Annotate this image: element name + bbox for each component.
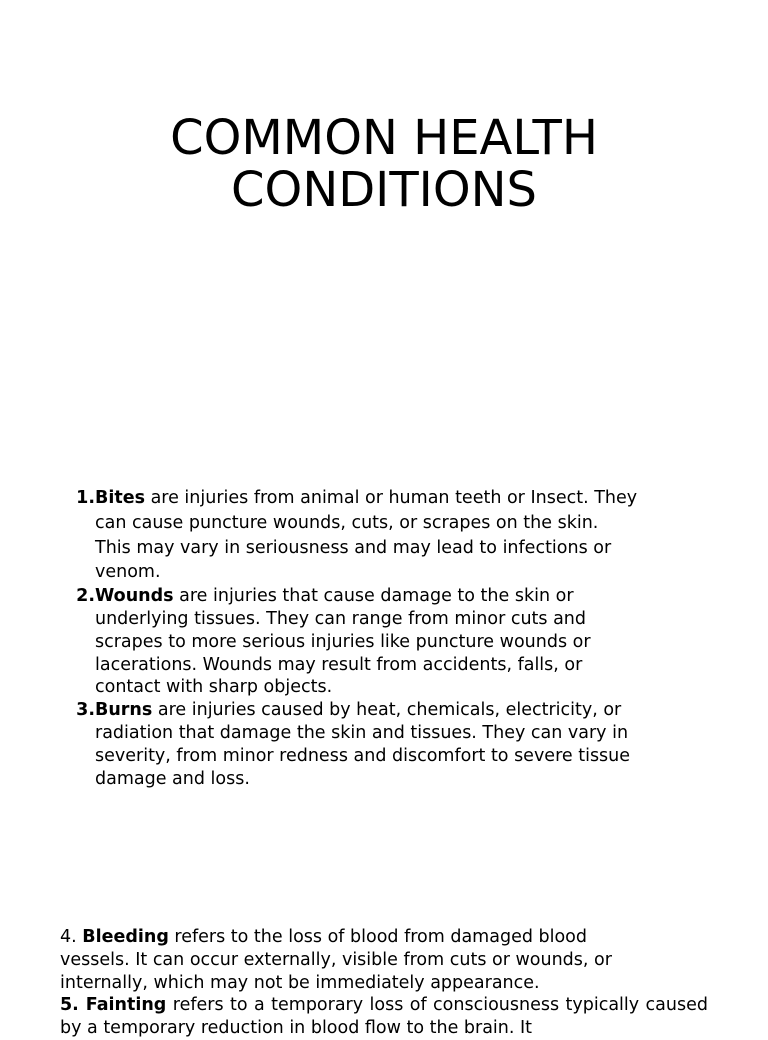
page-title: [0, 112, 768, 216]
item-number: 1.: [76, 488, 95, 508]
item-body: [95, 486, 710, 585]
item-term: Burns: [95, 700, 153, 721]
paragraph-number: 4.: [60, 927, 83, 947]
title-line-2: CONDITIONS: [231, 162, 537, 218]
item-text: are injuries from animal or human teeth or Insect. They can cause puncture wounds, cuts, or scrapes on the skin. This may vary in seriousness and may lead to infections or venom.: [95, 488, 638, 583]
paragraph-term: Bleeding: [82, 927, 169, 947]
paragraph-text: refers to the loss of blood from damaged blood vessels. It can occur externally, visible from cuts or wounds, or internally, which may not be immediately appearance.: [60, 927, 612, 993]
paragraph-term: Fainting: [85, 995, 167, 1016]
item-body: [95, 699, 710, 790]
item-term: Wounds: [95, 586, 174, 607]
item-number: 3.: [76, 700, 95, 721]
item-number: 2.: [76, 586, 95, 607]
item-text: are injuries caused by heat, chemicals, electricity, or radiation that damage the skin and tissues. They can vary in severity, from minor redness and discomfort to severe tissue damage and loss.: [95, 700, 631, 789]
lower-text-block: [60, 926, 708, 1040]
list-item-bites: [60, 486, 710, 585]
numbered-list: [60, 486, 710, 790]
item-body: [95, 585, 710, 699]
list-item-burns: [60, 699, 710, 790]
title-line-1: COMMON HEALTH: [170, 110, 598, 166]
paragraph-fainting: [60, 994, 708, 1040]
item-term: Bites: [95, 488, 145, 508]
list-item-wounds: [60, 585, 710, 699]
item-text: are injuries that cause damage to the skin or underlying tissues. They can range from minor cuts and scrapes to more serious injuries like puncture wounds or lacerations. Wounds may result from accidents, falls, or contact with sharp objects.: [95, 586, 591, 698]
paragraph-text: refers to a temporary loss of consciousness typically caused by a temporary reduction in blood flow to the brain. It: [60, 995, 708, 1039]
paragraph-number: 5.: [60, 995, 86, 1016]
paragraph-bleeding: [60, 926, 708, 994]
